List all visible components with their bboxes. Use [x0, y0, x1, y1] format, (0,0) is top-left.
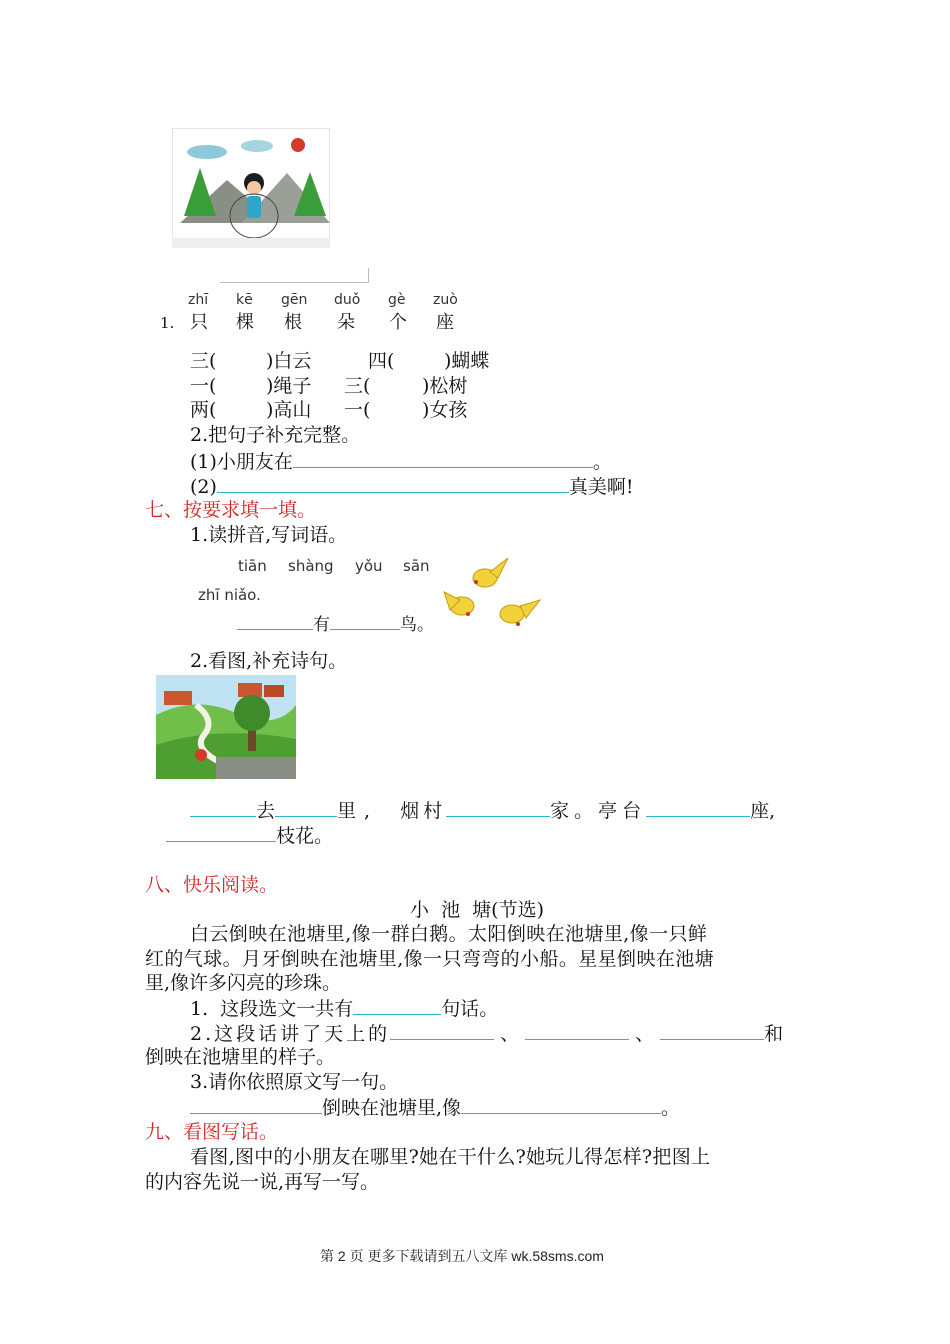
poem-word: 里, [337, 800, 379, 822]
answer-blank[interactable] [190, 798, 256, 817]
answer-blank[interactable] [646, 798, 750, 817]
pinyin: gè [388, 292, 406, 308]
answer-blank[interactable] [293, 449, 593, 468]
char: 朵 [337, 312, 355, 333]
poem-word: 烟村 [400, 800, 447, 822]
pinyin: kē [236, 292, 253, 308]
reading-q3: 3.请你依照原文写一句。 [190, 1071, 399, 1093]
pinyin: sān [403, 557, 430, 575]
sentence-fill-2 [190, 474, 634, 499]
question-text: 和 [764, 1023, 784, 1045]
sentence-prefix: (2) [190, 476, 217, 498]
answer-blank[interactable] [446, 798, 550, 817]
sentence-suffix: 真美啊! [568, 476, 634, 498]
char: 棵 [236, 312, 254, 333]
answer-blank[interactable] [461, 1095, 661, 1114]
fill-suffix[interactable]: )白云 [266, 350, 312, 372]
fill-prefix: 一( [344, 399, 371, 421]
answer-blank[interactable] [275, 798, 337, 817]
pinyin: gēn [281, 292, 308, 308]
fill-suffix[interactable]: )蝴蝶 [444, 350, 490, 372]
section-heading-9: 九、看图写话。 [145, 1121, 279, 1143]
section-heading-8: 八、快乐阅读。 [145, 874, 279, 896]
answer-blank[interactable] [166, 823, 276, 842]
separator: 、 [635, 1023, 655, 1045]
char: 只 [190, 312, 208, 333]
passage-line-1: 白云倒映在池塘里,像一群白鹅。太阳倒映在池塘里,像一只鲜 [190, 923, 708, 945]
subquestion-title: 2.看图,补充诗句。 [190, 650, 348, 672]
answer-blank[interactable] [660, 1021, 764, 1040]
poem-word: 家。亭台 [550, 800, 647, 822]
poem-word: 去 [256, 800, 276, 822]
birds-illustration [440, 556, 544, 642]
answer-blank[interactable] [525, 1021, 629, 1040]
reading-q1 [190, 996, 498, 1021]
pinyin: yǒu [355, 557, 383, 575]
reading-q2 [190, 1021, 783, 1046]
subquestion-title: 2.把句子补充完整。 [190, 424, 361, 446]
poem-fill-line-1 [190, 798, 775, 823]
sentence-suffix: 。 [592, 451, 612, 473]
fill-suffix[interactable]: )绳子 [266, 375, 312, 397]
fill-suffix[interactable]: )高山 [266, 399, 312, 421]
answer-blank[interactable] [237, 611, 313, 630]
word-fill-line [237, 611, 434, 637]
fill-prefix: 两( [190, 399, 217, 421]
pinyin: duǒ [334, 292, 361, 308]
question-text: 倒映在池塘里,像 [322, 1097, 462, 1119]
question-text: 。 [661, 1097, 681, 1119]
fill-suffix[interactable]: )松树 [422, 375, 468, 397]
passage-line-3: 里,像许多闪亮的珍珠。 [145, 972, 342, 994]
pinyin: shàng [288, 557, 334, 575]
question-number: 1. [160, 314, 175, 332]
reading-q3-fill [190, 1095, 680, 1120]
image-edge-line [220, 268, 369, 283]
separator: 、 [500, 1023, 520, 1045]
fill-suffix[interactable]: )女孩 [422, 399, 468, 421]
village-landscape-illustration [156, 675, 296, 779]
question-text: 2.这段话讲了天上的 [190, 1023, 391, 1045]
pinyin: tiān [238, 557, 267, 575]
answer-blank[interactable] [217, 474, 569, 493]
answer-blank[interactable] [390, 1021, 494, 1040]
char: 座 [436, 312, 454, 333]
page-footer: 第 2 页 更多下载请到五八文库 wk.58sms.com [320, 1248, 604, 1264]
writing-prompt-line-1: 看图,图中的小朋友在哪里?她在干什么?她玩儿得怎样?把图上 [190, 1146, 711, 1168]
sentence-prefix: (1)小朋友在 [190, 451, 293, 473]
sentence-fill-1 [190, 449, 612, 474]
pinyin: zhī [188, 292, 209, 308]
question-text: 句话。 [441, 998, 499, 1020]
subquestion-title: 1.读拼音,写词语。 [190, 524, 348, 546]
skipping-girl-illustration [172, 128, 330, 248]
reading-q2-line2: 倒映在池塘里的样子。 [145, 1046, 336, 1068]
pinyin: zuò [433, 292, 458, 308]
poem-word: 枝花。 [276, 825, 334, 847]
fill-prefix: 四( [368, 350, 395, 372]
word-end: 鸟。 [400, 615, 434, 635]
poem-fill-line-2 [166, 823, 333, 848]
pinyin-line-2: zhī niǎo. [198, 586, 261, 604]
word-connector: 有 [313, 615, 330, 635]
answer-blank[interactable] [353, 996, 441, 1015]
answer-blank[interactable] [190, 1095, 322, 1114]
question-text: 1. 这段选文一共有 [190, 998, 354, 1020]
passage-title: 小 池 塘(节选) [410, 899, 544, 921]
writing-prompt-line-2: 的内容先说一说,再写一写。 [145, 1171, 380, 1193]
fill-prefix: 一( [190, 375, 217, 397]
char: 个 [389, 312, 407, 333]
section-heading-7: 七、按要求填一填。 [145, 499, 317, 521]
fill-prefix: 三( [190, 350, 217, 372]
answer-blank[interactable] [330, 611, 400, 630]
fill-prefix: 三( [344, 375, 371, 397]
passage-line-2: 红的气球。月牙倒映在池塘里,像一只弯弯的小船。星星倒映在池塘 [145, 948, 715, 970]
char: 根 [284, 312, 302, 333]
poem-word: 座, [750, 800, 776, 822]
